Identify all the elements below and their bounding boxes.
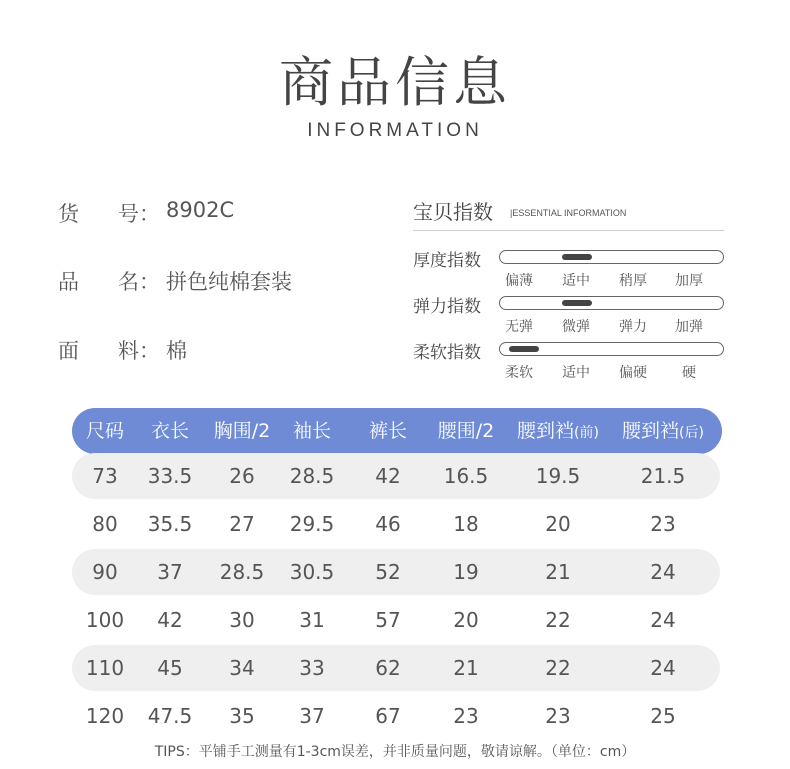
- table-cell: 120: [85, 704, 125, 728]
- meter-option: 无弹: [505, 319, 533, 335]
- table-cell: 19.5: [535, 464, 581, 488]
- table-cell: 30: [229, 608, 255, 632]
- table-cell: 34: [229, 656, 255, 680]
- meter-option: 硬: [682, 365, 696, 381]
- table-cell: 23: [545, 704, 571, 728]
- info-label: 号：: [118, 202, 160, 226]
- table-header-cell: 腰到裆(前): [517, 420, 599, 442]
- table-cell: 24: [650, 608, 676, 632]
- table-cell: 26: [229, 464, 255, 488]
- meter-option: 微弹: [562, 319, 590, 335]
- table-cell: 35.5: [147, 512, 193, 536]
- meter-thumb: [562, 300, 592, 306]
- table-cell: 100: [85, 608, 125, 632]
- table-cell: 31: [299, 608, 325, 632]
- table-header-suffix: (后): [679, 425, 704, 441]
- table-cell: 33.5: [147, 464, 193, 488]
- table-header-cell: 衣长: [150, 420, 189, 442]
- info-value: 棉: [166, 339, 187, 363]
- info-label: 品: [58, 270, 79, 294]
- meter-track: [499, 296, 724, 310]
- meter-thumb: [562, 254, 592, 260]
- meter-label: 厚度指数: [413, 251, 481, 271]
- table-cell: 18: [453, 512, 479, 536]
- meter-option: 加弹: [675, 319, 703, 335]
- table-header-cell: 腰到裆(后): [622, 420, 704, 442]
- index-title: 宝贝指数: [413, 200, 493, 224]
- meter-label: 弹力指数: [413, 297, 481, 317]
- table-cell: 24: [650, 560, 676, 584]
- table-cell: 25: [650, 704, 676, 728]
- table-cell: 29.5: [289, 512, 335, 536]
- table-cell: 21: [545, 560, 571, 584]
- table-cell: 52: [375, 560, 401, 584]
- meter-thumb: [509, 346, 539, 352]
- table-cell: 21.5: [640, 464, 686, 488]
- table-cell: 42: [375, 464, 401, 488]
- table-row: [72, 501, 720, 547]
- table-cell: 28.5: [219, 560, 265, 584]
- info-label: 面: [58, 339, 79, 363]
- meter-option: 稍厚: [619, 273, 647, 289]
- table-row: [72, 597, 720, 643]
- table-cell: 62: [375, 656, 401, 680]
- info-label: 名：: [118, 270, 160, 294]
- table-cell: 33: [299, 656, 325, 680]
- table-header-suffix: (前): [574, 425, 599, 441]
- table-cell: 45: [157, 656, 183, 680]
- table-row: [72, 453, 720, 499]
- meter-option: 偏硬: [619, 365, 647, 381]
- table-cell: 27: [229, 512, 255, 536]
- info-label: 货: [58, 202, 79, 226]
- table-cell: 42: [157, 608, 183, 632]
- meter-option: 弹力: [619, 319, 647, 335]
- meter-option: 加厚: [675, 273, 703, 289]
- table-cell: 37: [157, 560, 183, 584]
- table-cell: 23: [650, 512, 676, 536]
- table-cell: 23: [453, 704, 479, 728]
- info-value: 拼色纯棉套装: [166, 270, 292, 294]
- table-cell: 30.5: [289, 560, 335, 584]
- table-header-cell: 胸围/2: [213, 420, 271, 442]
- table-cell: 21: [453, 656, 479, 680]
- table-row: [72, 693, 720, 739]
- meter-track: [499, 342, 724, 356]
- table-header-cell: 袖长: [292, 420, 331, 442]
- table-row: [72, 549, 720, 595]
- table-cell: 20: [453, 608, 479, 632]
- meter-option: 适中: [562, 365, 590, 381]
- table-cell: 19: [453, 560, 479, 584]
- size-table-header: [72, 408, 722, 454]
- table-cell: 28.5: [289, 464, 335, 488]
- table-cell: 22: [545, 656, 571, 680]
- table-cell: 37: [299, 704, 325, 728]
- info-value: 8902C: [166, 198, 235, 222]
- index-divider: [413, 230, 724, 231]
- table-cell: 57: [375, 608, 401, 632]
- table-cell: 47.5: [147, 704, 193, 728]
- table-cell: 67: [375, 704, 401, 728]
- meter-label: 柔软指数: [413, 343, 481, 363]
- meter-thickness: [413, 246, 725, 296]
- table-cell: 90: [92, 560, 118, 584]
- table-cell: 110: [85, 656, 125, 680]
- meter-option: 柔软: [505, 365, 533, 381]
- page-subtitle: INFORMATION: [307, 120, 483, 141]
- meter-softness: [413, 338, 725, 388]
- meter-elasticity: [413, 292, 725, 342]
- meter-track: [499, 250, 724, 264]
- table-cell: 16.5: [443, 464, 489, 488]
- table-cell: 80: [92, 512, 118, 536]
- table-row: [72, 645, 720, 691]
- meter-option: 偏薄: [505, 273, 533, 289]
- table-cell: 22: [545, 608, 571, 632]
- index-subtitle: |ESSENTIAL INFORMATION: [510, 208, 627, 218]
- info-label: 料：: [118, 339, 160, 363]
- table-cell: 35: [229, 704, 255, 728]
- tips-text: TIPS：平铺手工测量有1-3cm误差，并非质量问题，敬请谅解。（单位：cm）: [154, 744, 636, 760]
- table-cell: 20: [545, 512, 571, 536]
- table-header-cell: 尺码: [85, 420, 124, 442]
- table-header-cell: 腰围/2: [437, 420, 495, 442]
- table-cell: 73: [92, 464, 118, 488]
- table-cell: 46: [375, 512, 401, 536]
- table-cell: 24: [650, 656, 676, 680]
- page-title: 商品信息: [279, 51, 511, 114]
- meter-option: 适中: [562, 273, 590, 289]
- table-header-cell: 裤长: [368, 420, 407, 442]
